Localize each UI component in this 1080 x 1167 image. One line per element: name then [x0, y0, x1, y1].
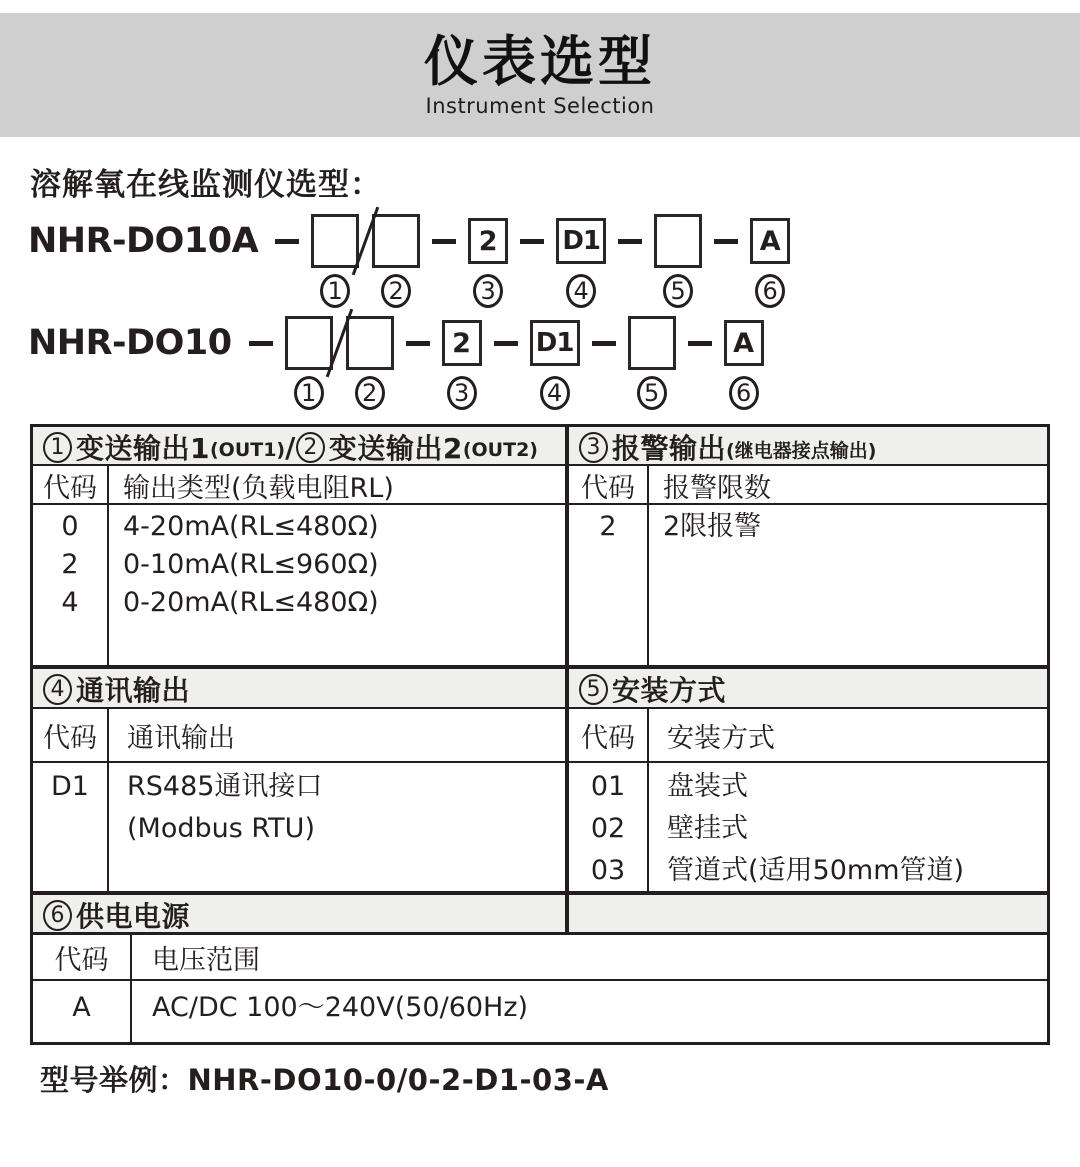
section3-column-header-row	[33, 935, 1047, 981]
page-title: 仪表选型	[424, 30, 656, 94]
circled-number-6: 6	[729, 376, 759, 410]
section2-column-header-row	[33, 709, 1047, 763]
code-value: 2	[61, 549, 79, 580]
comm-output-line1: RS485通讯接口	[127, 771, 323, 802]
intro-heading: 溶解氧在线监测仪选型：	[30, 167, 382, 203]
model-slot-1	[311, 214, 359, 308]
code-value: 4	[61, 587, 79, 618]
option-box-2	[346, 316, 394, 370]
power-code-column	[33, 981, 130, 1042]
option-box-3: 2	[468, 218, 508, 264]
model-slot-4	[556, 214, 606, 308]
mount-type-value: 盘装式	[667, 771, 748, 802]
page	[0, 13, 1080, 1167]
model-prefix: NHR-DO10	[28, 323, 232, 363]
model-slot-2	[346, 316, 394, 410]
col-header-comm-output: 通讯输出	[107, 709, 565, 761]
section1-right-header	[565, 427, 1047, 467]
option-box-5	[654, 214, 702, 268]
model-slot-6	[724, 316, 764, 410]
circled-number-1: 1	[294, 376, 324, 410]
col-header-output-type: 输出类型(负载电阻RL)	[107, 466, 565, 505]
model-line-nhr-do10a	[28, 214, 1080, 308]
option-box-3: 2	[442, 320, 482, 366]
circled-number-3: 3	[473, 274, 503, 308]
option-box-6: A	[750, 218, 790, 264]
circled-number-4: 4	[540, 376, 570, 410]
section2-left-title: 通讯输出	[76, 674, 191, 707]
mount-type-value: 管道式(适用50mm管道)	[667, 855, 965, 886]
circled-number-2: 2	[355, 376, 385, 410]
slash-separator	[364, 214, 367, 268]
model-slot-4	[530, 316, 580, 410]
option-box-1	[285, 316, 333, 370]
section1-header-row	[33, 427, 1047, 466]
dash-separator	[592, 316, 616, 370]
circled-number-1: 1	[43, 432, 72, 463]
alarm-code-column	[565, 505, 647, 665]
section1-left-title2: 变送输出2	[328, 432, 463, 465]
section1-left-title1: 变送输出1	[76, 432, 210, 465]
model-slot-5	[628, 316, 676, 410]
section1-left-paren2: (OUT2)	[462, 438, 538, 461]
section3-right-header-empty	[565, 895, 1047, 935]
circled-number-5: 5	[637, 376, 667, 410]
alarm-limit-value: 2限报警	[663, 511, 762, 542]
mount-type-value: 壁挂式	[667, 813, 748, 844]
dash-separator	[275, 214, 299, 268]
output-type-column	[107, 505, 565, 665]
model-slot-3	[442, 316, 482, 410]
section2-right-header	[565, 669, 1047, 709]
page-subtitle: Instrument Selection	[425, 93, 655, 118]
section1-column-header-row	[33, 466, 1047, 505]
comm-code-column	[33, 763, 107, 892]
alarm-limit-column	[647, 505, 1047, 665]
model-slot-5	[654, 214, 702, 308]
option-box-1	[311, 214, 359, 268]
output-code-column	[33, 505, 107, 665]
section3-left-header	[33, 895, 565, 935]
output-type-value: 0-20mA(RL≤480Ω)	[123, 587, 379, 618]
model-prefix: NHR-DO10A	[28, 221, 259, 261]
code-value: 02	[590, 813, 626, 844]
model-example: 型号举例：NHR-DO10-0/0-2-D1-03-A	[40, 1063, 609, 1097]
section1-right-title: 报警输出	[612, 432, 727, 465]
mount-code-column	[565, 763, 647, 892]
code-value: 0	[61, 511, 79, 542]
col-header-alarm-limits: 报警限数	[647, 466, 1047, 505]
voltage-range-column	[130, 981, 1047, 1042]
option-box-4: D1	[556, 218, 606, 264]
section2-header-row	[33, 665, 1047, 709]
circled-number-5: 5	[579, 674, 608, 705]
code-value: 03	[590, 855, 626, 886]
section1-left-header	[33, 427, 565, 467]
circled-number-2: 2	[296, 432, 325, 463]
selection-table	[30, 424, 1050, 1045]
model-slot-2	[372, 214, 420, 308]
model-slot-6	[750, 214, 790, 308]
option-box-4: D1	[530, 320, 580, 366]
col-header-voltage-range: 电压范围	[130, 935, 1047, 979]
col-header-code: 代码	[54, 944, 109, 976]
code-value: 2	[599, 511, 617, 542]
dash-separator	[688, 316, 712, 370]
model-code-diagram	[28, 214, 1080, 410]
circled-number-5: 5	[663, 274, 693, 308]
page-banner	[0, 13, 1080, 137]
output-type-value: 0-10mA(RL≤960Ω)	[123, 549, 379, 580]
circled-number-3: 3	[579, 432, 608, 463]
section1-data-row	[33, 505, 1047, 665]
circled-number-1: 1	[320, 274, 350, 308]
section3-data-row	[33, 981, 1047, 1042]
section1-right-paren: (继电器接点输出)	[726, 440, 877, 462]
slash-separator	[338, 316, 341, 370]
dash-separator	[494, 316, 518, 370]
model-slot-1	[285, 316, 333, 410]
option-box-6: A	[724, 320, 764, 366]
col-header-code: 代码	[565, 466, 647, 505]
section2-left-header	[33, 669, 565, 709]
code-value: 01	[590, 771, 626, 802]
mount-type-column	[647, 763, 1047, 892]
model-slot-3	[468, 214, 508, 308]
section3-header-row	[33, 891, 1047, 935]
circled-number-2: 2	[381, 274, 411, 308]
comm-output-line2: (Modbus RTU)	[127, 813, 315, 844]
code-value: D1	[51, 771, 89, 802]
dash-separator	[714, 214, 738, 268]
comm-output-column	[107, 763, 565, 892]
dash-separator	[520, 214, 544, 268]
section2-data-row	[33, 763, 1047, 891]
section3-title: 供电电源	[76, 900, 191, 933]
circled-number-6: 6	[43, 900, 72, 931]
section2-right-title: 安装方式	[612, 674, 727, 707]
dash-separator	[406, 316, 430, 370]
circled-number-3: 3	[447, 376, 477, 410]
section1-left-sep: /	[285, 430, 296, 464]
model-line-nhr-do10	[28, 316, 1080, 410]
dash-separator	[432, 214, 456, 268]
section1-left-paren1: (OUT1)	[209, 438, 286, 461]
col-header-mount-type: 安装方式	[647, 709, 1047, 761]
col-header-code: 代码	[43, 722, 97, 754]
voltage-range-value: AC/DC 100～240V(50/60Hz)	[152, 992, 529, 1023]
option-box-2	[372, 214, 420, 268]
circled-number-4: 4	[566, 274, 596, 308]
dash-separator	[249, 316, 273, 370]
code-value: A	[72, 992, 91, 1023]
col-header-code: 代码	[43, 473, 97, 504]
circled-number-6: 6	[755, 274, 785, 308]
dash-separator	[618, 214, 642, 268]
option-box-5	[628, 316, 676, 370]
output-type-value: 4-20mA(RL≤480Ω)	[123, 511, 379, 542]
col-header-code: 代码	[565, 709, 647, 761]
circled-number-4: 4	[43, 674, 72, 705]
